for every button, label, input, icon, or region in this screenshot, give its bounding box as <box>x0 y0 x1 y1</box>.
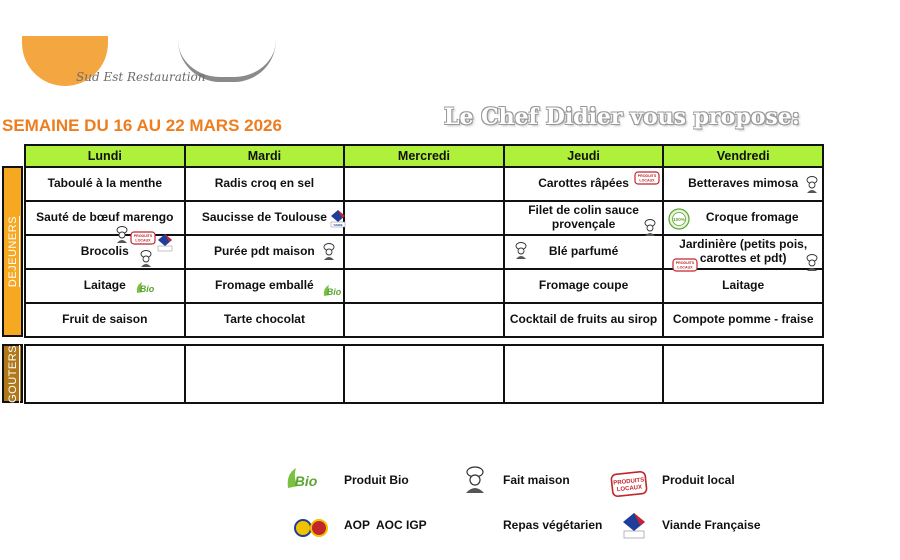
aop-igp-icon <box>294 518 328 538</box>
table-row <box>25 303 823 337</box>
bio-icon <box>284 464 320 492</box>
table-row <box>25 345 823 403</box>
table-row <box>25 269 823 303</box>
svg-text:PRODUITS: PRODUITS <box>613 477 645 487</box>
lunch-menu-table <box>24 144 824 338</box>
dish-name: Compote pomme - fraise <box>672 312 814 327</box>
dish-name: Cocktail de fruits au sirop <box>509 312 658 327</box>
dish-name: Saucisse de Toulouse <box>201 210 327 225</box>
svg-text:LOCAUX: LOCAUX <box>677 265 693 270</box>
menu-cell <box>504 303 664 337</box>
menu-cell <box>185 201 345 235</box>
dish-name: Brocolis <box>80 244 129 259</box>
day-header-mardi: Mardi <box>185 145 345 167</box>
svg-text:LOCAUX: LOCAUX <box>135 238 151 243</box>
day-header-jeudi: Jeudi <box>504 145 664 167</box>
dish-name: Purée pdt maison <box>214 244 315 259</box>
dish-name: Sauté de bœuf marengo <box>36 210 174 225</box>
svg-text:Bio: Bio <box>139 284 154 294</box>
menu-cell <box>344 167 504 201</box>
repas-vegetarien-icon <box>668 208 690 230</box>
dish-name: Fromage coupe <box>538 278 629 293</box>
menu-cell <box>663 303 823 337</box>
day-header-row <box>25 145 823 167</box>
legend-aop: AOP AOC IGP <box>344 518 427 532</box>
gouter-menu-table <box>24 344 824 404</box>
dejeuner-label: DEJEUNERS <box>6 215 19 288</box>
svg-text:Bio: Bio <box>326 287 342 297</box>
menu-cell <box>663 269 823 303</box>
dish-name: Taboulé à la menthe <box>47 176 163 191</box>
dish-name: Jardinière (petits pois, carottes et pdt) <box>679 237 808 265</box>
dish-name: Blé parfumé <box>548 244 619 259</box>
day-header-lundi: Lundi <box>25 145 185 167</box>
svg-text:100%: 100% <box>673 216 686 222</box>
gouter-cell <box>344 345 504 403</box>
dish-name: Betteraves mimosa <box>688 176 799 191</box>
menu-cell <box>663 167 823 201</box>
svg-text:PRODUITS: PRODUITS <box>638 174 657 179</box>
menu-cell <box>25 235 185 269</box>
legend-vegetarien: Repas végétarien <box>503 518 603 532</box>
dejeuner-section-tab <box>2 166 23 337</box>
gouter-cell <box>663 345 823 403</box>
menu-cell <box>344 235 504 269</box>
fait-maison-icon <box>462 466 488 494</box>
dish-name: Laitage <box>722 278 765 293</box>
svg-text:PRODUITS: PRODUITS <box>676 261 695 266</box>
day-header-mercredi: Mercredi <box>344 145 504 167</box>
menu-cell <box>25 167 185 201</box>
menu-cell <box>344 303 504 337</box>
legend-viande-fr: Viande Française <box>662 518 761 532</box>
viande-francaise-icon <box>620 510 648 540</box>
menu-cell <box>25 269 185 303</box>
gouter-cell <box>25 345 185 403</box>
menu-cell <box>504 235 664 269</box>
fait-maison-icon <box>114 226 130 244</box>
day-header-vendredi: Vendredi <box>663 145 823 167</box>
menu-cell <box>663 235 823 269</box>
logo-tagline: Sud Est Restauration <box>76 70 206 84</box>
table-row <box>25 201 823 235</box>
menu-cell <box>25 201 185 235</box>
svg-text:Bio: Bio <box>294 473 318 489</box>
table-row <box>25 235 823 269</box>
menu-cell <box>25 303 185 337</box>
fait-maison-icon <box>138 250 154 268</box>
menu-cell <box>504 269 664 303</box>
chef-title: Le Chef Didier vous propose: <box>444 104 800 130</box>
fait-maison-icon <box>321 243 337 261</box>
menu-cell <box>344 269 504 303</box>
menu-cell <box>185 235 345 269</box>
dish-name: Carottes râpées <box>538 176 629 191</box>
week-title: SEMAINE DU 16 AU 22 MARS 2026 <box>2 116 282 135</box>
gouter-section-tab <box>2 344 23 403</box>
produit-local-icon <box>610 470 648 498</box>
gouter-cell <box>504 345 664 403</box>
legend-bio: Produit Bio <box>344 473 409 487</box>
bio-icon <box>134 279 156 295</box>
dish-name: Fromage emballé <box>215 278 314 293</box>
menu-cell <box>344 201 504 235</box>
legend-local: Produit local <box>662 473 735 487</box>
dish-name: Croque fromage <box>705 210 799 225</box>
produit-local-icon <box>130 231 156 245</box>
gouter-label: GOUTERS <box>6 344 19 403</box>
viande-francaise-icon <box>156 232 174 252</box>
menu-cell <box>185 303 345 337</box>
menu-cell <box>504 167 664 201</box>
svg-text:PRODUITS: PRODUITS <box>133 234 153 239</box>
legend-fait-maison: Fait maison <box>503 473 570 487</box>
dish-name: Tarte chocolat <box>223 312 305 327</box>
svg-text:VIANDE: VIANDE <box>333 224 343 227</box>
fait-maison-icon <box>513 242 529 260</box>
menu-cell <box>663 201 823 235</box>
dish-name: Filet de colin sauce provençale <box>528 203 639 231</box>
dish-name: Laitage <box>83 278 126 293</box>
menu-cell <box>185 269 345 303</box>
fait-maison-icon <box>804 176 820 194</box>
bio-icon <box>321 282 343 298</box>
svg-text:LOCAUX: LOCAUX <box>639 178 655 183</box>
table-row <box>25 167 823 201</box>
svg-text:LOCAUX: LOCAUX <box>616 484 643 494</box>
gouter-cell <box>185 345 345 403</box>
produit-local-icon <box>634 171 660 185</box>
menu-cell <box>504 201 664 235</box>
menu-cell <box>185 167 345 201</box>
dish-name: Radis croq en sel <box>214 176 315 191</box>
dish-name: Fruit de saison <box>62 312 148 327</box>
